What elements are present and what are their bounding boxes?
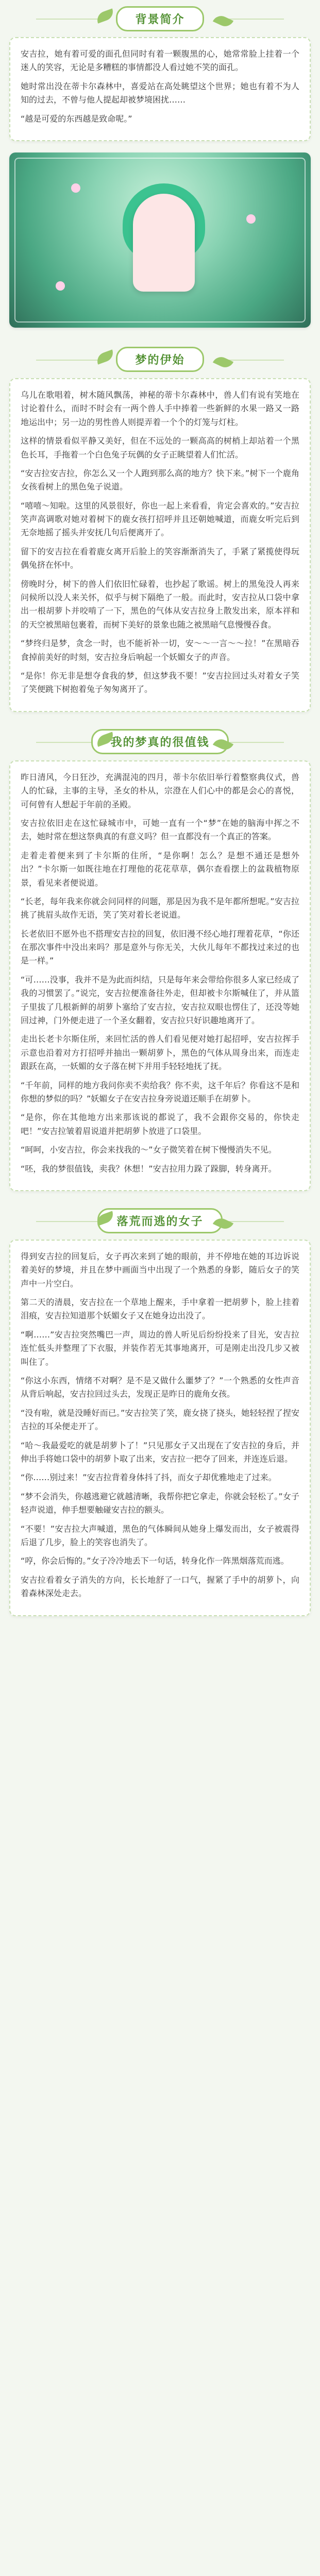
paragraph: 走着走着便来到了卡尔斯的住所，“是你啊！怎么？是想不通还是想外出？”卡尔斯一如既往地在打理他的花花草草，偶尔查看摆上的盆栽植物原景，看见来者便说道。 xyxy=(21,850,299,888)
paragraph: “梦终归是梦，贪念一时，也不能祈补一切，安～～一言～～拉！”在黑暗吞食掉前美好的时刻，安吉拉身后响起一个妖媚女子的声音。 xyxy=(21,638,299,662)
paragraph: 长老依旧不愿外也不搭理安吉拉的回复，依旧漫不经心地打理着花草，“你还在那次事件中没出来吗？那是意外与你无关，大伙儿每年不都找过来过的也是一样。” xyxy=(21,928,299,966)
section-dream-start xyxy=(0,341,320,712)
paragraph: 乌儿在歌唱着，树木随风飘荡，神秘的蒂卡尔森林中，兽人们有说有笑地在讨论着什么，而时不时会有一两个兽人手中捧着一些新鲜的水果一路又一路地运出中；另一边的男性兽人则提弄着一个个的灯笼与灯柱。 xyxy=(21,389,299,427)
paragraph: 昨日清风，今日狂沙，充满混沌的四月，蒂卡尔依旧举行着整察典仪式，兽人的忙碌，主事的主导，圣女的朴从，宗澄在人们心中的都是会心的喜悦，可何曾有人想起于年前的圣殿。 xyxy=(21,772,299,809)
paragraph: “是你，你在其他地方出来那该说的都说了，我不会跟你交易的，你快走吧！”安吉拉皱着眉说道并把胡萝卜放进了口袋里。 xyxy=(21,1112,299,1136)
illustration xyxy=(9,152,311,328)
text-card xyxy=(9,760,311,1191)
paragraph: 傍晚时分，树下的兽人们依旧忙碌着，也抄起了歌谣。树上的黑兔没人再来问候所以没人来关怀，似乎与树下隔绝了一般。而此时，安吉拉从口袋中拿出一根胡萝卜并咬啃了一下，黑色的气体从安吉拉身上散发出来，原本祥和的天空被黑暗包裹着，而树下美好的景象也随之被黑暗气息慢慢吞食。 xyxy=(21,579,299,630)
section-title: 落荒而逃的女子 xyxy=(97,1208,222,1233)
paragraph: 留下的安吉拉在看着鹿女离开后脸上的笑容渐渐消失了，手紧了紧揽使得玩偶兔挤在怀中。 xyxy=(21,546,299,570)
paragraph: “可……没事，我并不是为此而纠结，只是每年来会带给你很多人家已经成了我的习惯罢了。”说完，安吉拉便准备往外走，但却被卡尔斯喊住了，并从篮子里拔了几根新鲜的胡萝卜塞给了安吉拉，安吉拉双眼也愣住了，还没等她回过神，门外便走进了一个圣女翻着，安吉拉只好识趣地离开了。 xyxy=(21,974,299,1026)
paragraph: “你这小东西，情绪不对啊？是不是又做什么噩梦了？”一个熟悉的女性声音从背后响起，安吉拉回过头去，发现正是昨日的鹿角女孩。 xyxy=(21,1376,299,1399)
paragraph: 第二天的清晨，安吉拉在一个草地上醒来，手中拿着一把胡萝卜，脸上挂着泪痕，安吉拉知道那个妖媚女子又在她身边出没了。 xyxy=(21,1297,299,1321)
paragraph: “呸，我的梦很值钱，卖我？休想！”安吉拉用力跺了跺脚，转身离开。 xyxy=(21,1163,277,1174)
section-fleeing-woman xyxy=(0,1202,320,1616)
text-card xyxy=(9,378,311,712)
section-title: 梦的伊始 xyxy=(116,347,204,372)
paragraph: 走出长老卡尔斯住所，来回忙活的兽人们看见便对她打起招呼，安吉拉挥手示意也沿着对方打招呼并抽出一颗胡萝卜，黑色的气体从周身出来，而连走跟跃在高，一妖媚的女子落在树下并用手轻轻地抚了抚。 xyxy=(21,1034,299,1072)
paragraph: 安吉拉依旧走在这忙碌城市中，可她一直有一个“梦”在她的脑海中挥之不去，她时常在想这祭典真的有意义吗？但一直都没有一个真正的答案。 xyxy=(21,818,299,842)
paragraph: 安吉拉看着女子消失的方向，长长地舒了一口气，握紧了手中的胡萝卜，向着森林深处走去。 xyxy=(21,1574,299,1599)
section-background xyxy=(0,0,320,328)
flower-icon xyxy=(56,281,65,291)
section-header xyxy=(0,341,320,378)
section-header xyxy=(0,723,320,760)
character-figure xyxy=(133,194,195,292)
paragraph: “越是可爱的东西越是致命呢。” xyxy=(21,113,132,124)
paragraph: “哈～我最爱吃的就是胡萝卜了！”只见那女子又出现在了安吉拉的身后，并伸出手将她口袋中的胡萝卜取了出来，安吉拉一把夺了回来，并连连后退。 xyxy=(21,1440,299,1464)
paragraph: 她时常出没在蒂卡尔森林中，喜爱站在高处眺望这个世界；她也有着不为人知的过去，不曾与他人提起却被梦境困扰…… xyxy=(21,81,299,105)
paragraph: “是你！你无非是想夺食我的梦，但这梦我不要！”安吉拉回过头对着女子笑了笑便跳下树抱着兔子匆匆离开了。 xyxy=(21,670,299,694)
text-card xyxy=(9,37,311,141)
paragraph: “没有啦，就是没睡好而已。”安吉拉笑了笑，鹿女挠了挠头，她轻轻捏了捏安吉拉的耳朵便走开了。 xyxy=(21,1408,299,1432)
paragraph: 安吉拉，她有着可爱的面孔但同时有着一颗腹黑的心，她常常脸上挂着一个迷人的笑容，无论是多糟糕的事情都没人看过她不笑的面孔。 xyxy=(21,49,299,73)
section-valuable-dream xyxy=(0,723,320,1191)
leaf-icon xyxy=(213,13,233,29)
leaf-icon xyxy=(95,349,115,364)
paragraph: “哼，你会后悔的。”女子冷冷地丢下一句话，转身化作一阵黑烟落荒而逃。 xyxy=(21,1556,289,1566)
paragraph: “不要！”安吉拉大声喊道，黑色的气体瞬间从她身上爆发而出，女子被震得后退了几步，脸上的笑容也消失了。 xyxy=(21,1523,299,1547)
flower-icon xyxy=(246,214,256,224)
paragraph: “嘻嘻～知啦。这里的风景很好，你也一起上来看看，肯定会喜欢的。”安吉拉笑声高调歌对她对着树下的鹿女孩打招呼并且还朝她喊道，而鹿女听完后到无奈地摇了摇头并安抚几句后便离开了。 xyxy=(21,500,299,538)
section-title: 背景简介 xyxy=(116,6,204,31)
section-header xyxy=(0,1202,320,1240)
paragraph: “呵呵，小安吉拉，你会来找我的～”女子微笑着在树下慢慢消失不见。 xyxy=(21,1145,277,1155)
paragraph: 这样的情景看似平静又美好，但在不远处的一颗高高的树梢上却站着一个黑色长耳，手拖着一个白色兔子玩偶的女子正眺望着人们忙活。 xyxy=(21,436,299,460)
text-card xyxy=(9,1240,311,1616)
paragraph: “你……别过来！”安吉拉背着身体抖了抖，而女子却优雅地走了过来。 xyxy=(21,1472,277,1483)
paragraph: “长老，每年我来你就会问同样的问题，那是因为我不是年都所想呢。”安吉拉挑了挑眉头故作无语，笑了笑对着长老说道。 xyxy=(21,896,299,920)
leaf-icon xyxy=(95,8,115,23)
paragraph: “梦不会消失，你越逃避它就越清晰，我帮你把它拿走，你就会轻松了。”女子轻声说道，伸手想要触碰安吉拉的额头。 xyxy=(21,1491,299,1515)
paragraph: “千年前，同样的地方我问你卖不卖给我？你不卖，这千年后？你看这不是和你想的梦似的吗？”妖媚女子在安吉拉身旁说道还顺手在胡萝卜。 xyxy=(21,1080,299,1104)
paragraph: 得到安吉拉的回复后，女子再次来到了她的眼前，并不停地在她的耳边诉说着美好的梦境，并且在梦中画面当中出现了一个熟悉的身影，随后女子的笑声中一片空白。 xyxy=(21,1251,299,1289)
section-header xyxy=(0,0,320,37)
paragraph: “安吉拉安吉拉，你怎么又一个人跑到那么高的地方？快下来。”树下一个鹿角女孩看树上的黑色兔子说道。 xyxy=(21,468,299,492)
section-title: 我的梦真的很值钱 xyxy=(91,729,228,754)
leaf-icon xyxy=(213,354,233,370)
paragraph: “啊……”安吉拉突然嘴巴一声，周边的兽人听见后纷纷投来了目光，安吉拉连忙低头并整理了下衣服，并装作若无其事地离开，可是刚走出没几步又被叫住了。 xyxy=(21,1329,299,1367)
flower-icon xyxy=(71,183,80,193)
